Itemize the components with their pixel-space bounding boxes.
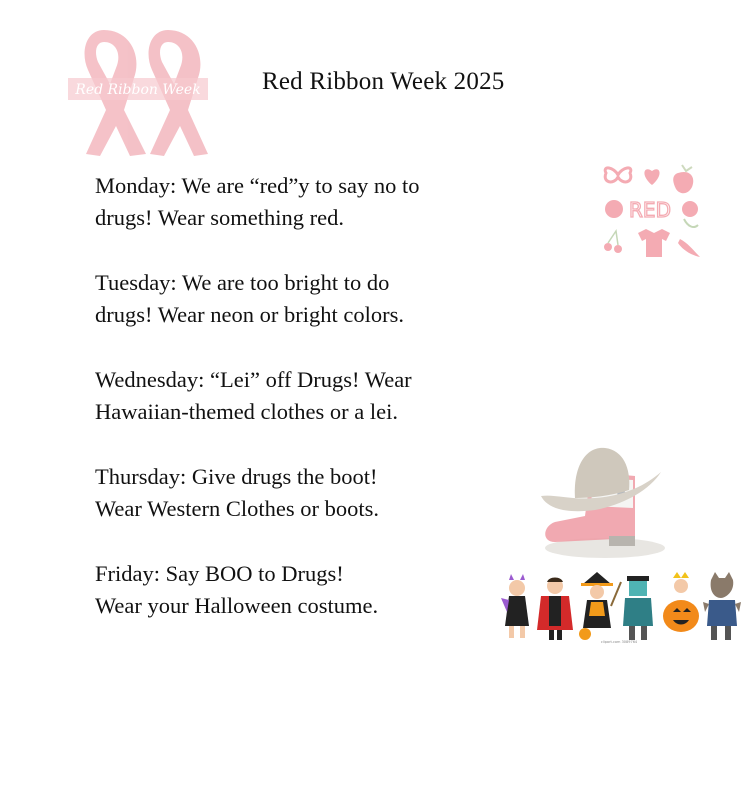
wednesday-line-2: Hawaiian-themed clothes or a lei. bbox=[95, 399, 399, 424]
western-clipart bbox=[535, 438, 665, 568]
heart-icon bbox=[644, 169, 659, 185]
logo-text: Red Ribbon Week bbox=[75, 82, 201, 98]
monday-entry bbox=[95, 170, 515, 234]
thursday-line-2: Wear Western Clothes or boots. bbox=[95, 496, 380, 521]
page-title: Red Ribbon Week 2025 bbox=[262, 68, 505, 95]
wednesday-entry bbox=[95, 364, 515, 428]
tuesday-entry bbox=[95, 267, 515, 331]
cherries-icon bbox=[604, 231, 622, 253]
schedule bbox=[95, 170, 515, 655]
friday-entry bbox=[95, 558, 515, 622]
flower-icon bbox=[682, 201, 698, 227]
monday-line-1: Monday: We are “red”y to say no to bbox=[95, 173, 420, 198]
friday-line-2: Wear your Halloween costume. bbox=[95, 593, 379, 618]
chili-pepper-icon bbox=[678, 239, 700, 257]
vampire-costume-icon bbox=[537, 578, 573, 641]
clipart-credit: clipart.com 3089764 bbox=[600, 640, 638, 644]
cowboy-hat-icon bbox=[541, 448, 661, 511]
witch-costume-icon bbox=[579, 572, 621, 640]
red-text: RED bbox=[629, 198, 671, 222]
ladybug-icon bbox=[605, 200, 623, 218]
tshirt-icon bbox=[638, 229, 670, 257]
bow-icon bbox=[605, 168, 631, 182]
monday-line-2: drugs! Wear something red. bbox=[95, 205, 344, 230]
thursday-entry bbox=[95, 461, 515, 525]
tuesday-line-1: Tuesday: We are too bright to do bbox=[95, 270, 390, 295]
wednesday-line-1: Wednesday: “Lei” off Drugs! Wear bbox=[95, 367, 412, 392]
red-ribbon-logo bbox=[68, 22, 208, 158]
pumpkin-costume-icon bbox=[663, 572, 699, 632]
tuesday-line-2: drugs! Wear neon or bright colors. bbox=[95, 302, 404, 327]
red-clipart bbox=[600, 163, 705, 260]
thursday-line-1: Thursday: Give drugs the boot! bbox=[95, 464, 378, 489]
devil-costume-icon bbox=[501, 574, 529, 638]
halloween-clipart bbox=[497, 572, 749, 644]
friday-line-1: Friday: Say BOO to Drugs! bbox=[95, 561, 344, 586]
strawberry-icon bbox=[673, 165, 693, 193]
frankenstein-costume-icon bbox=[623, 576, 653, 640]
werewolf-costume-icon bbox=[703, 572, 741, 640]
